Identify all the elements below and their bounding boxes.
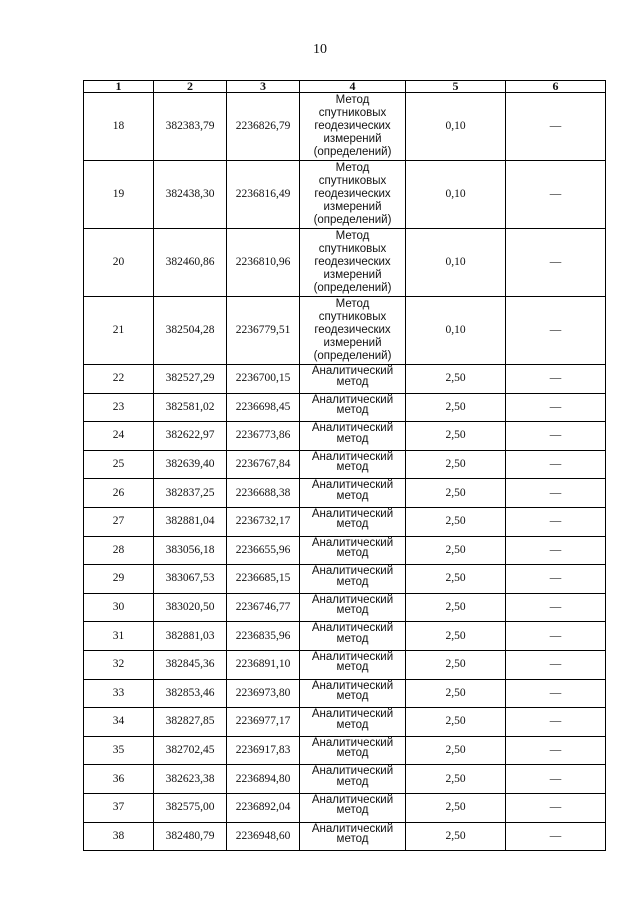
column-header: 5 [406, 81, 506, 93]
point-number-cell: 24 [84, 422, 154, 451]
y-coordinate-cell: 2236746,77 [227, 593, 300, 622]
method-line: метод [336, 375, 369, 388]
method-line: Аналитический [311, 507, 394, 520]
x-coordinate-cell: 382881,03 [154, 622, 227, 651]
point-number-cell: 19 [84, 161, 154, 229]
y-coordinate-cell: 2236816,49 [227, 161, 300, 229]
method-line: измерений [323, 337, 382, 349]
method-line: Аналитический [311, 565, 394, 578]
y-coordinate-cell: 2236826,79 [227, 93, 300, 161]
y-coordinate-cell: 2236894,80 [227, 765, 300, 794]
method-line: геодезических [314, 188, 391, 200]
note-cell: — [506, 393, 606, 422]
note-cell: — [506, 736, 606, 765]
method-line: метод [336, 661, 369, 674]
y-coordinate-cell: 2236700,15 [227, 365, 300, 394]
point-number-cell: 25 [84, 450, 154, 479]
method-line: Аналитический [311, 650, 394, 663]
method-line: спутниковых [318, 311, 387, 323]
table-row [84, 708, 606, 737]
point-number-cell: 21 [84, 297, 154, 365]
method-line: спутниковых [318, 107, 387, 119]
column-header: 3 [227, 81, 300, 93]
accuracy-cell: 2,50 [406, 736, 506, 765]
x-coordinate-cell: 382881,04 [154, 507, 227, 536]
point-number-cell: 35 [84, 736, 154, 765]
method-cell [300, 422, 406, 451]
method-line: геодезических [314, 256, 391, 268]
y-coordinate-cell: 2236688,38 [227, 479, 300, 508]
method-line: метод [336, 775, 369, 788]
point-number-cell: 33 [84, 679, 154, 708]
table-row [84, 422, 606, 451]
table-row [84, 593, 606, 622]
accuracy-cell: 2,50 [406, 622, 506, 651]
y-coordinate-cell: 2236948,60 [227, 822, 300, 851]
method-cell [300, 679, 406, 708]
method-line: Аналитический [311, 822, 394, 835]
point-number-cell: 20 [84, 229, 154, 297]
x-coordinate-cell: 382438,30 [154, 161, 227, 229]
method-line: метод [336, 575, 369, 588]
method-line: метод [336, 718, 369, 731]
note-cell: — [506, 93, 606, 161]
method-line: (определений) [313, 350, 392, 362]
method-cell [300, 393, 406, 422]
accuracy-cell: 0,10 [406, 297, 506, 365]
accuracy-cell: 0,10 [406, 93, 506, 161]
point-number-cell: 28 [84, 536, 154, 565]
method-cell [300, 450, 406, 479]
point-number-cell: 26 [84, 479, 154, 508]
method-line: метод [336, 489, 369, 502]
y-coordinate-cell: 2236698,45 [227, 393, 300, 422]
method-line: Аналитический [311, 593, 394, 606]
method-cell [300, 593, 406, 622]
method-cell [300, 479, 406, 508]
method-line: Аналитический [311, 365, 394, 377]
note-cell: — [506, 593, 606, 622]
method-cell [300, 622, 406, 651]
method-line: метод [336, 461, 369, 474]
method-cell [300, 536, 406, 565]
method-line: Аналитический [311, 679, 394, 692]
method-line: спутниковых [318, 243, 387, 255]
point-number-cell: 18 [84, 93, 154, 161]
accuracy-cell: 2,50 [406, 822, 506, 851]
point-number-cell: 27 [84, 507, 154, 536]
point-number-cell: 37 [84, 793, 154, 822]
x-coordinate-cell: 382527,29 [154, 365, 227, 394]
method-line: метод [336, 432, 369, 445]
method-cell [300, 93, 406, 161]
method-line: геодезических [314, 324, 391, 336]
y-coordinate-cell: 2236917,83 [227, 736, 300, 765]
note-cell: — [506, 161, 606, 229]
y-coordinate-cell: 2236810,96 [227, 229, 300, 297]
note-cell: — [506, 822, 606, 851]
method-line: измерений [323, 201, 382, 213]
method-line: метод [336, 547, 369, 560]
note-cell: — [506, 536, 606, 565]
table-row [84, 479, 606, 508]
accuracy-cell: 2,50 [406, 536, 506, 565]
x-coordinate-cell: 382827,85 [154, 708, 227, 737]
method-line: (определений) [313, 146, 392, 158]
y-coordinate-cell: 2236655,96 [227, 536, 300, 565]
note-cell: — [506, 679, 606, 708]
table-row [84, 365, 606, 394]
y-coordinate-cell: 2236977,17 [227, 708, 300, 737]
point-number-cell: 30 [84, 593, 154, 622]
note-cell: — [506, 365, 606, 394]
method-line: метод [336, 632, 369, 645]
method-line: метод [336, 404, 369, 417]
table-row [84, 622, 606, 651]
accuracy-cell: 2,50 [406, 565, 506, 594]
y-coordinate-cell: 2236973,80 [227, 679, 300, 708]
point-number-cell: 31 [84, 622, 154, 651]
method-cell [300, 161, 406, 229]
note-cell: — [506, 650, 606, 679]
method-line: геодезических [314, 120, 391, 132]
coordinates-table [83, 80, 606, 851]
method-line: (определений) [313, 214, 392, 226]
method-line: Аналитический [311, 765, 394, 778]
method-line: метод [336, 747, 369, 760]
accuracy-cell: 2,50 [406, 479, 506, 508]
point-number-cell: 29 [84, 565, 154, 594]
note-cell: — [506, 765, 606, 794]
note-cell: — [506, 622, 606, 651]
x-coordinate-cell: 382853,46 [154, 679, 227, 708]
x-coordinate-cell: 382581,02 [154, 393, 227, 422]
y-coordinate-cell: 2236767,84 [227, 450, 300, 479]
note-cell: — [506, 507, 606, 536]
y-coordinate-cell: 2236892,04 [227, 793, 300, 822]
method-cell [300, 565, 406, 594]
table-row [84, 650, 606, 679]
y-coordinate-cell: 2236835,96 [227, 622, 300, 651]
x-coordinate-cell: 383020,50 [154, 593, 227, 622]
point-number-cell: 34 [84, 708, 154, 737]
y-coordinate-cell: 2236773,86 [227, 422, 300, 451]
x-coordinate-cell: 383067,53 [154, 565, 227, 594]
column-header: 2 [154, 81, 227, 93]
note-cell: — [506, 565, 606, 594]
table-row [84, 450, 606, 479]
method-line: метод [336, 518, 369, 531]
x-coordinate-cell: 382575,00 [154, 793, 227, 822]
point-number-cell: 22 [84, 365, 154, 394]
method-line: метод [336, 804, 369, 817]
y-coordinate-cell: 2236732,17 [227, 507, 300, 536]
method-cell [300, 650, 406, 679]
method-cell [300, 297, 406, 365]
method-line: Метод [335, 230, 370, 242]
x-coordinate-cell: 382639,40 [154, 450, 227, 479]
accuracy-cell: 2,50 [406, 765, 506, 794]
table-row [84, 393, 606, 422]
accuracy-cell: 0,10 [406, 161, 506, 229]
column-header: 1 [84, 81, 154, 93]
x-coordinate-cell: 382837,25 [154, 479, 227, 508]
table-body [84, 93, 606, 851]
table-row [84, 679, 606, 708]
note-cell: — [506, 422, 606, 451]
method-cell [300, 365, 406, 394]
method-line: измерений [323, 269, 382, 281]
x-coordinate-cell: 382383,79 [154, 93, 227, 161]
method-line: метод [336, 690, 369, 703]
y-coordinate-cell: 2236779,51 [227, 297, 300, 365]
table-row [84, 536, 606, 565]
method-line: Аналитический [311, 479, 394, 492]
accuracy-cell: 2,50 [406, 650, 506, 679]
note-cell: — [506, 229, 606, 297]
table-row [84, 793, 606, 822]
method-line: метод [336, 833, 369, 845]
x-coordinate-cell: 383056,18 [154, 536, 227, 565]
page-number: 10 [313, 42, 327, 57]
accuracy-cell: 2,50 [406, 450, 506, 479]
method-line: Аналитический [311, 793, 394, 806]
x-coordinate-cell: 382622,97 [154, 422, 227, 451]
x-coordinate-cell: 382480,79 [154, 822, 227, 851]
method-cell [300, 507, 406, 536]
x-coordinate-cell: 382504,28 [154, 297, 227, 365]
accuracy-cell: 2,50 [406, 393, 506, 422]
method-line: Аналитический [311, 450, 394, 463]
note-cell: — [506, 297, 606, 365]
table-header-row [84, 81, 606, 93]
method-line: Метод [335, 298, 370, 310]
method-line: спутниковых [318, 175, 387, 187]
point-number-cell: 32 [84, 650, 154, 679]
column-header: 6 [506, 81, 606, 93]
x-coordinate-cell: 382845,36 [154, 650, 227, 679]
table-row [84, 736, 606, 765]
method-cell [300, 736, 406, 765]
note-cell: — [506, 708, 606, 737]
method-line: Метод [335, 162, 370, 174]
method-line: Аналитический [311, 622, 394, 635]
table-row [84, 565, 606, 594]
point-number-cell: 36 [84, 765, 154, 794]
x-coordinate-cell: 382702,45 [154, 736, 227, 765]
x-coordinate-cell: 382460,86 [154, 229, 227, 297]
note-cell: — [506, 793, 606, 822]
accuracy-cell: 2,50 [406, 507, 506, 536]
method-line: метод [336, 604, 369, 617]
table-row [84, 822, 606, 851]
table-row [84, 229, 606, 297]
accuracy-cell: 2,50 [406, 708, 506, 737]
table-row [84, 765, 606, 794]
y-coordinate-cell: 2236685,15 [227, 565, 300, 594]
method-line: Метод [335, 94, 370, 106]
accuracy-cell: 0,10 [406, 229, 506, 297]
method-cell [300, 822, 406, 851]
table-row [84, 507, 606, 536]
column-header: 4 [300, 81, 406, 93]
accuracy-cell: 2,50 [406, 422, 506, 451]
accuracy-cell: 2,50 [406, 679, 506, 708]
method-cell [300, 229, 406, 297]
method-cell [300, 793, 406, 822]
y-coordinate-cell: 2236891,10 [227, 650, 300, 679]
accuracy-cell: 2,50 [406, 593, 506, 622]
table-row [84, 93, 606, 161]
table-row [84, 161, 606, 229]
x-coordinate-cell: 382623,38 [154, 765, 227, 794]
note-cell: — [506, 479, 606, 508]
method-line: Аналитический [311, 393, 394, 406]
method-cell [300, 765, 406, 794]
method-line: (определений) [313, 282, 392, 294]
method-line: Аналитический [311, 536, 394, 549]
accuracy-cell: 2,50 [406, 365, 506, 394]
point-number-cell: 38 [84, 822, 154, 851]
method-cell [300, 708, 406, 737]
note-cell: — [506, 450, 606, 479]
accuracy-cell: 2,50 [406, 793, 506, 822]
table-row [84, 297, 606, 365]
point-number-cell: 23 [84, 393, 154, 422]
method-line: Аналитический [311, 708, 394, 721]
method-line: Аналитический [311, 736, 394, 749]
method-line: измерений [323, 133, 382, 145]
method-line: Аналитический [311, 422, 394, 435]
